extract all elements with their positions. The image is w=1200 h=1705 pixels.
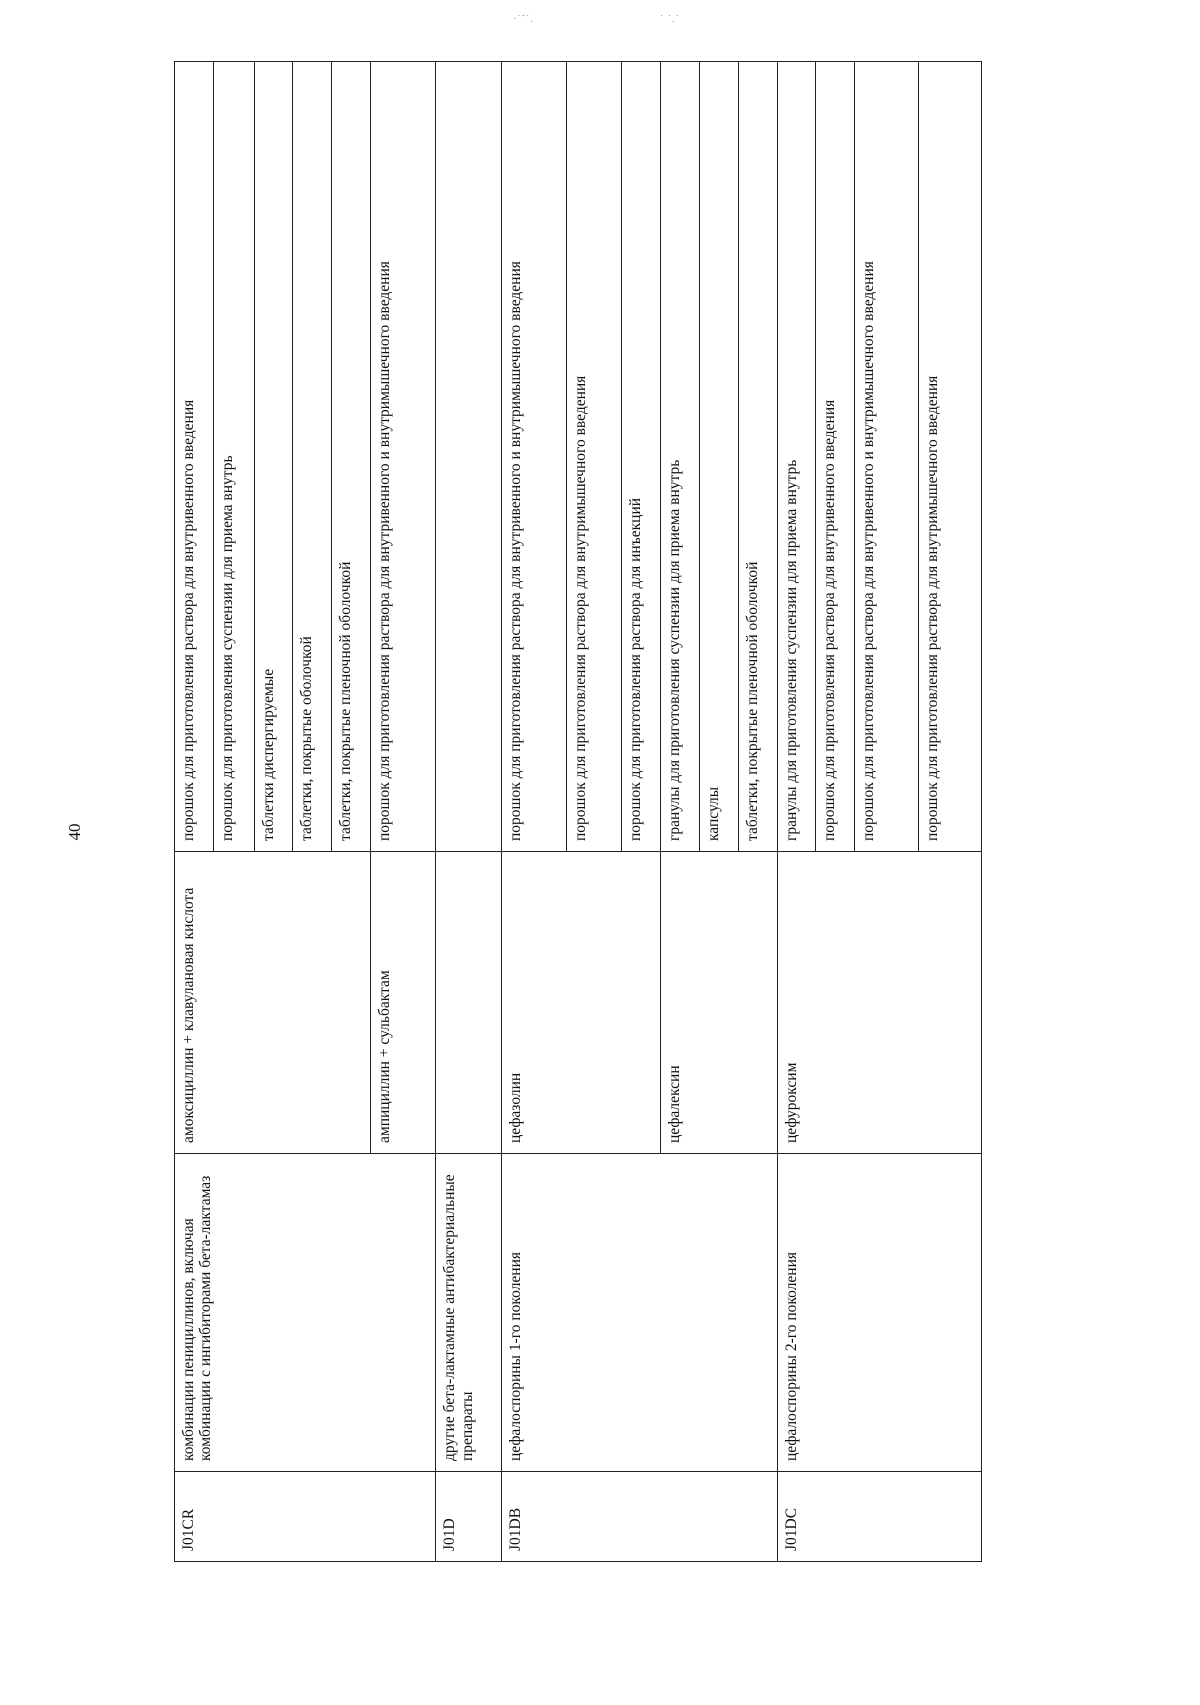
drug-name-cell: цефалексин [661, 852, 777, 1154]
scan-speck: ·˙˜˙. [513, 14, 534, 25]
table-row [501, 62, 566, 1562]
atc-group-cell: цефалоспорины 2-го поколения [777, 1154, 981, 1472]
dosage-form-cell: таблетки, покрытые пленочной оболочкой [738, 62, 777, 852]
atc-code-cell: J01CR [175, 1472, 436, 1562]
atc-code-cell: J01D [436, 1472, 501, 1562]
dosage-form-cell: порошок для приготовления раствора для внутривенного введения [816, 62, 855, 852]
dosage-form-cell: таблетки, покрытые пленочной оболочкой [332, 62, 371, 852]
atc-code-cell: J01DB [501, 1472, 777, 1562]
atc-code-cell: J01DC [777, 1472, 981, 1562]
page-number: 40 [65, 823, 84, 841]
dosage-form-cell: порошок для приготовления раствора для внутривенного и внутримышечного введения [371, 62, 436, 852]
dosage-form-cell: порошок для приготовления раствора для внутривенного и внутримышечного введения [501, 62, 566, 852]
dosage-form-cell: порошок для приготовления раствора для внутривенного и внутримышечного введения [855, 62, 918, 852]
dosage-form-cell: порошок для приготовления суспензии для приема внутрь [213, 62, 254, 852]
drug-name-cell: цефазолин [501, 852, 660, 1154]
rotated-table-container [174, 62, 982, 1562]
drug-list-table [174, 61, 982, 1562]
drug-name-cell: амоксициллин + клавулановая кислота [175, 852, 371, 1154]
scan-speck: ˙ ˙.˙ [660, 14, 680, 25]
dosage-form-cell: гранулы для приготовления суспензии для приема внутрь [661, 62, 700, 852]
dosage-form-cell: порошок для приготовления раствора для внутривенного введения [175, 62, 214, 852]
dosage-form-cell: таблетки диспергируемые [254, 62, 293, 852]
dosage-form-cell: таблетки, покрытые оболочкой [293, 62, 332, 852]
table-row [777, 62, 816, 1562]
atc-group-cell: цефалоспорины 1-го поколения [501, 1154, 777, 1472]
drug-name-cell: ампициллин + сульбактам [371, 852, 436, 1154]
atc-group-cell: комбинации пенициллинов, включая комбинации с ингибиторами бета-лактамаз [175, 1154, 436, 1472]
table-row [175, 62, 214, 1562]
atc-group-cell: другие бета-лактамные антибактериальные препараты [436, 1154, 501, 1472]
rotated-table-area [174, 62, 982, 1562]
table-row [436, 62, 501, 1562]
dosage-form-cell: порошок для приготовления раствора для внутримышечного введения [918, 62, 981, 852]
dosage-form-cell: капсулы [700, 62, 739, 852]
drug-name-cell: цефуроксим [777, 852, 981, 1154]
dosage-form-cell: порошок для приготовления раствора для инъекций [622, 62, 661, 852]
drug-name-cell [436, 852, 501, 1154]
dosage-form-cell: гранулы для приготовления суспензии для приема внутрь [777, 62, 816, 852]
dosage-form-cell [436, 62, 501, 852]
dosage-form-cell: порошок для приготовления раствора для внутримышечного введения [567, 62, 622, 852]
